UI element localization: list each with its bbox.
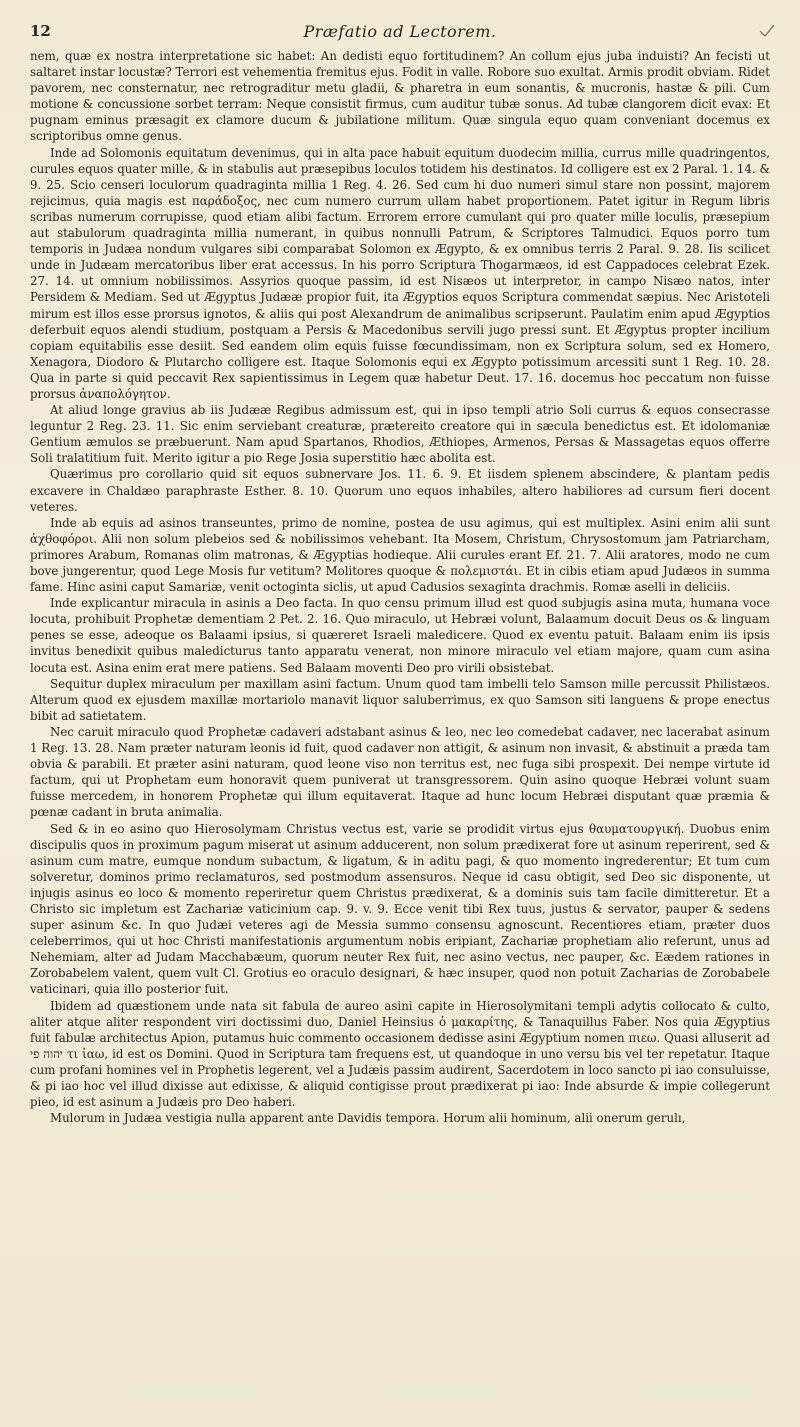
paragraph: Sequitur duplex miraculum per maxillam asini factum. Unum quod tam imbelli telo Samson mille percussit Philistæos. Alterum quod ex ejusdem maxillæ mortariolo manavit liquor saluberrimus, ex quo Samson siti languens & prope enectus bibit ad satietatem.: [30, 676, 770, 723]
running-title: Præfatio ad Lectorem.: [303, 22, 497, 41]
paragraph: At aliud longe gravius ab iis Judææ Regibus admissum est, qui in ipso templi atrio Soli currus & equos consecrasse leguntur 2 Reg. 23. 11. Sic enim serviebant creaturæ, prætereito creatore qui in sæcula benedictus est. Et idolomaniæ Gentium æmulos se præbuerunt. Nam apud Spartanos, Rhodios, Æthiopes, Armenos, Persas & Massagetas equos offerre Soli tralatitium fuit. Merito igitur a pio Rege Josia superstitio hæc abolita est.: [30, 403, 770, 466]
paragraph: Mulorum in Judæa vestigia nulla apparent ante Davidis tempora. Horum alii hominum, alii onerum gerulı,: [50, 1111, 686, 1126]
corner-check-mark-icon: [758, 22, 776, 40]
paragraph: Nec caruit miraculo quod Prophetæ cadaveri adstabant asinus & leo, nec leo comedebat cadaver, nec lacerabat asinum 1 Reg. 13. 28. Nam præter naturam leonis id fuit, quod cadaver non attigit, & asinum non invasit, & abstinuit a præda tam obvia & parabili. Et præter asini naturam, quod leone viso non territus est, nec fuga sibi prospexit. Dei nempe virtute id factum, qui ut Prophetam eum honoravit quem puniverat ut transgressorem. Quin asino quoque Hebræi volunt suam fuisse mercedem, in honorem Prophetæ qui illum equitaverat. Itaque ad hunc locum Hebræi disputant quæ præmia & pœnæ cadant in bruta animalia.: [30, 724, 770, 820]
page-number: 12: [30, 22, 51, 40]
page-header: [30, 22, 770, 44]
paragraph: nem, quæ ex nostra interpretatione sic habet: An dedisti equo fortitudinem? An collum ejus juba induisti? An fecisti ut saltaret instar locustæ? Terrori est vehementia fremitus ejus. Fodit in valle. Robore suo exultat. Armis prodit obviam. Ridet pavorem, nec consternatur, nec retrograditur metu gladii, & pharetra in eum sonantis, & mucronis, hastæ & pili. Cum motione & concussione sorbet terram: Neque consistit firmus, cum auditur tubæ sonus. Ad tubæ clangorem dicit evax: Et pugnam eminus præsagit ex clamore ducum & jubilatione militum. Quæ singula equo quam conveniant docemus ex scriptoribus omne genus.: [30, 49, 770, 144]
paragraph: Sed & in eo asino quo Hierosolymam Christus vectus est, varie se prodidit virtus ejus θαυματουργική. Duobus enim discipulis quos in proximum pagum miserat ut asinum adducerent, non solum prædixerat fore ut asinum reperirent, sed & asinum cum matre, eumque nondum subactum, & ligatum, & in aditu pagi, & quo momento ingrederentur; Et tum cum solveretur, dominos primo reclamaturos, sed postmodum assensuros. Neque id casu obtigit, sed Deo sic disponente, ut injugis asinus eo loco & momento reperiretur quem Christus prædixerat, & a dominis suis tam facile dimitteretur. Et a Christo sic impletum est Zachariæ vaticinium cap. 9. v. 9. Ecce venit tibi Rex tuus, justus & servator, pauper & sedens super asinum &c. In quo Judæi veteres agi de Messia summo consensu agnoscunt. Recentiores etiam, præter duos celeberrimos, qui ut hoc Christi manifestationis argumentum nobis eripiant, Zachariæ prophetiam alio referunt, unus ad Nehemiam, alter ad Judam Macchabæum, quorum neuter Rex fuit, nec asino vectus, nec pauper, &c. Eædem rationes in Zorobabelem valent, quem vult Cl. Grotius eo oraculo designari, & hæc insuper, quod non potuit Zacharias de Zorobabele vaticinari, quia illo posterior fuit.: [30, 821, 770, 997]
body-text: [30, 48, 770, 1407]
paragraph: Inde explicantur miracula in asinis a Deo facta. In quo censu primum illud est quod subjugis asina muta, humana voce locuta, prohibuit Prophetæ dementiam 2 Pet. 2. 16. Quo miraculo, ut Hebræi volunt, Balaamum docuit Deus os & linguam penes se esse, adeoque os Balaami ipsius, si quæreret Israeli maledicere. Quod ex eventu patuit. Balaam enim iis ipsis invitus benedixit quibus maledicturus tanto apparatu venerat, non minore miraculo vel etiam majore, quam cum asina locuta est. Asina enim erat mere patiens. Sed Balaam moventi Deo pro virili obsistebat.: [30, 596, 770, 675]
paragraph: Quærimus pro corollario quid sit equos subnervare Jos. 11. 6. 9. Et iisdem splenem abscindere, & plantam pedis excavere in Chaldæo paraphraste Esther. 8. 10. Quorum uno equos inhabiles, altero habiliores ad cursum fieri docent veteres.: [30, 467, 770, 514]
paragraph: Inde ab equis ad asinos transeuntes, primo de nomine, postea de usu agimus, qui est multiplex. Asini enim alii sunt ἀχθοφόροι. Alii non solum plebeios sed & nobilissimos vehebant. Ita Mosem, Christum, Chrysostomum jam Patriarcham, primores Arabum, Romanas olim matronas, & Ægyptias hodieque. Alii curules erant Ef. 21. 7. Alii aratores, modo ne cum bove jungerentur, quod Lege Mosis fur vetitum? Molitores quoque & πολεμιστάι. Et in cibis etiam apud Judæos in summa fame. Hinc asini caput Samariæ, venit octoginta siclis, ut apud Cadusios sexaginta drachmis. Romæ aselli in deliciis.: [30, 515, 770, 595]
paragraph: Ibidem ad quæstionem unde nata sit fabula de aureo asini capite in Hierosolymitani templi adytis collocato & culto, aliter atque aliter respondent viri doctissimi duo, Daniel Heinsius ὁ μακαρίτης, & Tanaquillus Faber. Nos quia Ægyptius fuit fabulæ architectus Apion, putamus huic commento occasionem dedisse asini Ægyptium nomen πιεω. Quasi alluserit ad יהוה פי τι ἰαω, id est os Domini. Quod in Scriptura tam frequens est, ut quandoque in uno versu bis vel ter repetatur. Itaque cum profani homines vel in Prophetis legerent, vel a Judæis passim audirent, Sacerdotem in loco sancto pi iao consuluisse, & pi iao hoc vel illud dixisse aut edixisse, & aliquid contigisse prout prædixerat pi iao: Inde absurde & impie collegerunt pieo, id est asinum a Judæis pro Deo haberi.: [30, 998, 770, 1110]
paragraph: Inde ad Solomonis equitatum devenimus, qui in alta pace habuit equitum duodecim millia, currus mille quadringentos, curules equos quater mille, & in stabulis aut præsepibus loculos totidem his destinatos. Id colligere est ex 2 Paral. 1. 14. & 9. 25. Scio censeri loculorum quadraginta millia 1 Reg. 4. 26. Sed cum hi duo numeri simul stare non possint, majorem rejicimus, quia magis est παράδοξος, nec cum numero currum ullam habet proportionem. Patet igitur in Regum libris scribas numerum corrupisse, quod etiam alibi factum. Errorem errore cumulant qui pro quater mille loculis, præsepium aut stabulorum quadraginta millia numerant, in quibus nonnulli Patrum, & Scriptores Talmudici. Equos porro tum temporis in Judæa nondum vulgares sibi comparabat Solomon ex Ægypto, & ex omnibus terris 2 Paral. 9. 28. Iis scilicet unde in Judæam mercatoribus liber erat accessus. In his porro Scriptura Thogarmæos, id est Cappadoces celebrat Ezek. 27. 14. ut omnium nobilissimos. Assyrios quoque passim, id est Nisæos ut interpretor, in campo Nisæo natos, inter Persidem & Mediam. Sed ut Ægyptus Judææ propior fuit, ita Ægyptios equos Scriptura commendat sæpius. Nec Aristoteli mirum est illos esse prorsus ignotos, & aliis qui post Alexandrum de animalibus scripserunt. Paulatim enim apud Ægyptios deferbuit equos alendi studium, postquam a Persis & Macedonibus servili jugo pressi sunt. Et Ægyptus propter incilium copiam equitabilis esse desiit. Sed eandem olim equis fuisse fœcundissimam, non ex Scriptura solum, sed ex Homero, Xenagora, Diodoro & Plutarcho colligere est. Itaque Solomonis equi ex Ægypto potissimum arcessiti sunt 1 Reg. 10. 28. Qua in parte si quid peccavit Rex sapientissimus in Legem quæ habetur Deut. 17. 16. docemus hoc peccatum non fuisse prorsus ἀναπολόγητον.: [30, 145, 770, 401]
